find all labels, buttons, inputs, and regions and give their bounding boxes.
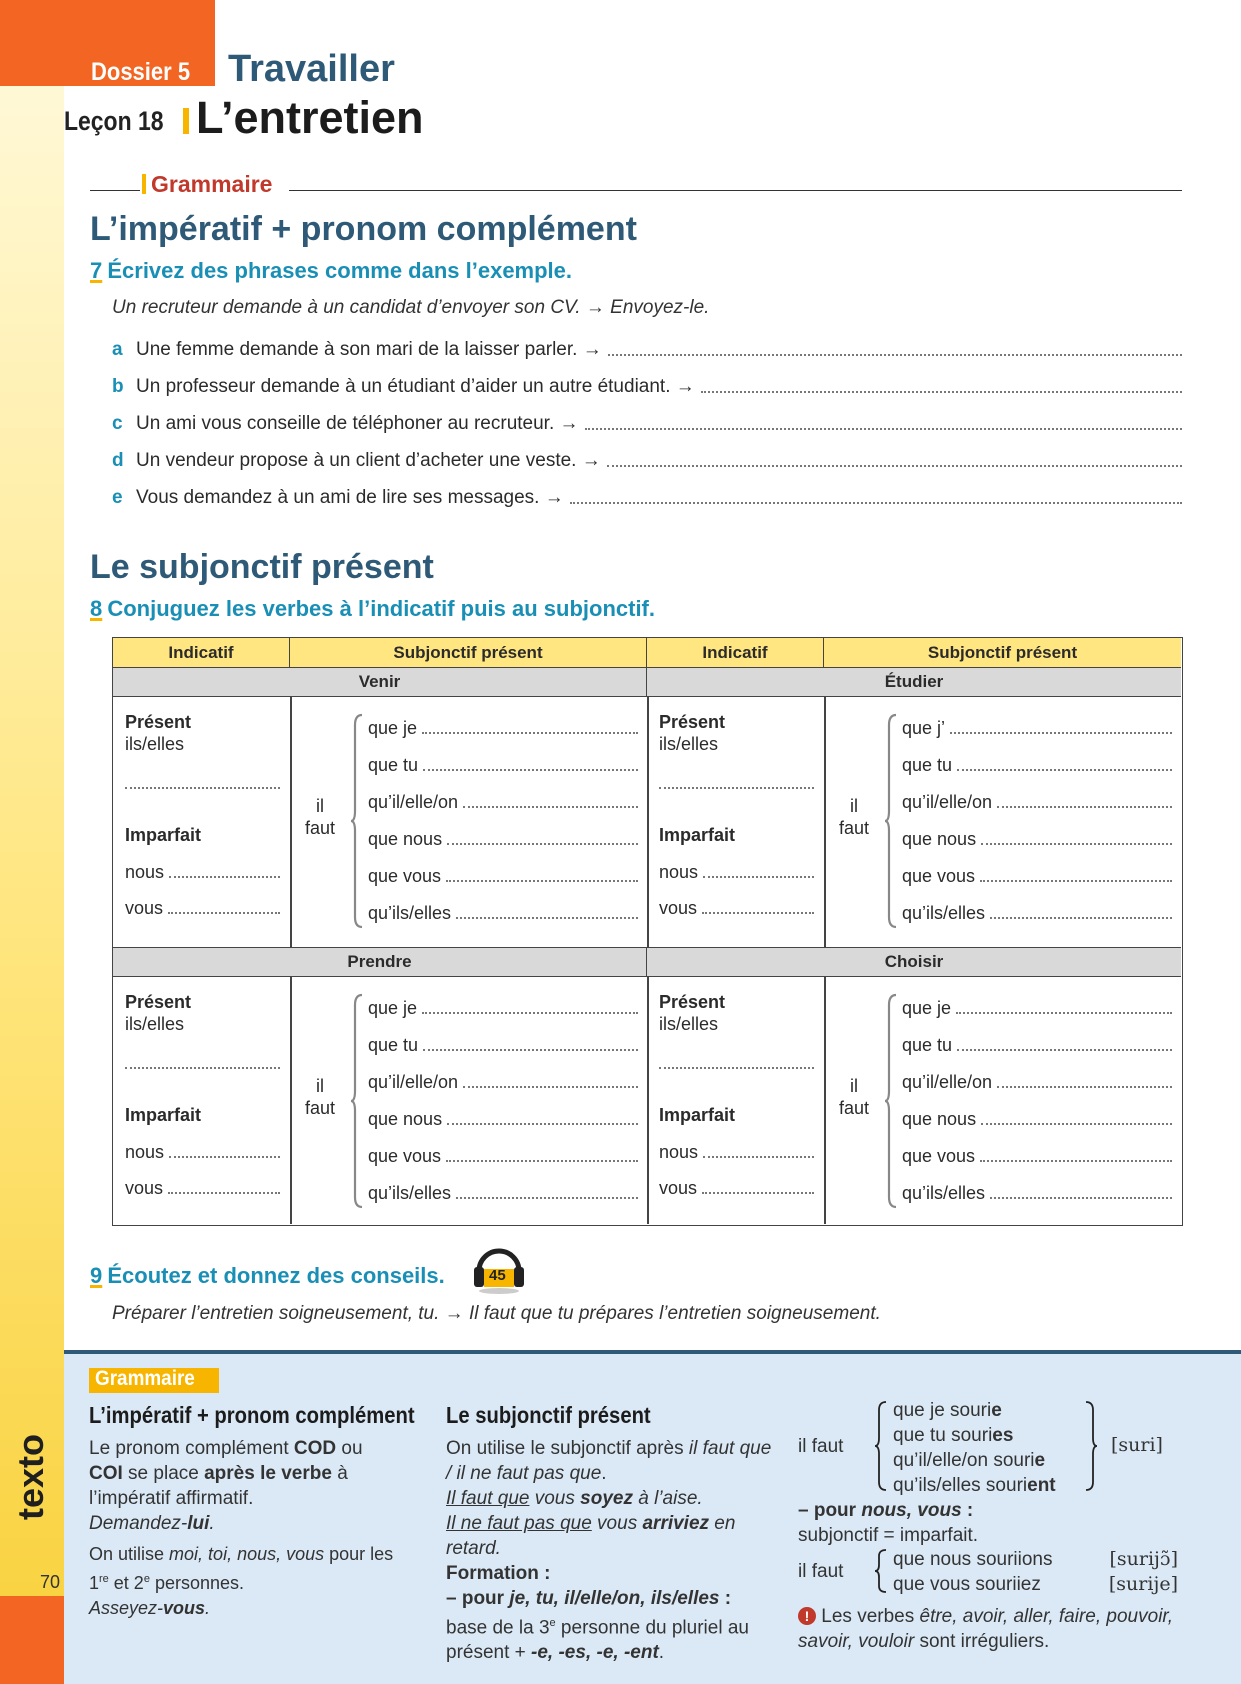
item-letter: c <box>112 413 123 434</box>
side-gradient-strip <box>0 86 64 1596</box>
box-col3-phon1: [suri] <box>1111 1434 1163 1456</box>
warning-icon: ! <box>798 1607 816 1625</box>
brace-left-2 <box>874 1548 888 1594</box>
subjonctif-4 <box>902 1141 1172 1167</box>
exercise7-instruction: Écrivez des phrases comme dans l’exemple. <box>107 258 573 283</box>
indicatif-imparfait-label: Imparfait <box>659 1105 736 1125</box>
exercise7-item-a <box>112 331 1182 361</box>
box-col3-pour: – pour nous, vous : subjonctif = imparfait. <box>798 1500 979 1546</box>
answer-blank[interactable] <box>446 1160 638 1162</box>
subjonctif-5 <box>368 898 638 924</box>
person-label: que je <box>902 998 952 1018</box>
sourire-form-2: qu’il/elle/on sourie <box>893 1450 1046 1471</box>
indicatif-present-label: Présent <box>125 712 192 732</box>
answer-blank[interactable] <box>422 1012 638 1014</box>
exercise9-header <box>90 1263 445 1289</box>
sourire-plural-form-1: que vous souriiez [surije] <box>893 1573 1178 1595</box>
subjonctif-1 <box>368 750 638 776</box>
indicatif-imparfait-nous <box>125 1137 280 1163</box>
subjonctif-2 <box>368 787 638 813</box>
answer-blank[interactable] <box>423 1049 638 1051</box>
section1-title: L’impératif + pronom complément <box>90 210 637 248</box>
box-col2-text: On utilise le subjonctif après il faut que / il ne faut pas que. Il faut que vous soyez à l’aise. Il ne faut pas que vous arriviez en retard. Formation : – pour je, tu, il/elle/on, ils/elles : base de la 3e personne du pluriel au présent + -e, -es, -e, -ent. <box>446 1438 772 1664</box>
person-label: que vous <box>368 1146 442 1166</box>
subjonctif-3 <box>902 824 1172 850</box>
person-label: qu’ils/elles <box>902 1183 986 1203</box>
answer-blank[interactable] <box>423 769 638 771</box>
indicatif-imparfait-label: Imparfait <box>659 825 736 845</box>
answer-blank[interactable] <box>980 880 1172 882</box>
subjonctif-5 <box>902 1178 1172 1204</box>
subjonctif-0 <box>902 993 1172 1019</box>
section-label: Grammaire <box>151 171 273 197</box>
answer-blank[interactable] <box>570 502 1182 504</box>
person-label: qu’ils/elles <box>368 1183 452 1203</box>
dossier-label: Dossier 5 <box>91 58 191 86</box>
il-word: il <box>316 796 324 816</box>
page-title: L’entretien <box>196 92 424 143</box>
person-label: nous <box>659 1142 699 1162</box>
il-faut-label <box>290 1075 350 1119</box>
section-rule-marker <box>142 174 146 194</box>
brace-icon <box>350 993 364 1209</box>
item-text: Un ami vous conseille de téléphoner au recruteur. → <box>136 413 579 434</box>
person-label: nous <box>659 862 699 882</box>
answer-blank[interactable] <box>456 917 638 919</box>
item-letter: e <box>112 487 123 508</box>
person-label: vous <box>125 1178 164 1198</box>
indicatif-present-person: ils/elles <box>125 734 185 754</box>
box-col3-rows2 <box>893 1547 1178 1597</box>
exercise7-item-b <box>112 368 1182 398</box>
box-col1-title: L’impératif + pronom complément <box>89 1402 415 1428</box>
grammar-box-border <box>64 1350 1241 1354</box>
exercise7-item-e <box>112 479 1182 509</box>
exercise8-number: 8 <box>90 596 103 621</box>
subjonctif-5 <box>902 898 1172 924</box>
subjonctif-4 <box>368 861 638 887</box>
indicatif-imparfait-vous <box>659 1173 814 1199</box>
subjonctif-0 <box>368 713 638 739</box>
answer-blank[interactable] <box>456 1197 638 1199</box>
indicatif-imparfait-label: Imparfait <box>125 825 202 845</box>
subjonctif-2 <box>902 1067 1172 1093</box>
exercise7-example: Un recruteur demande à un candidat d’envoyer son CV. → Envoyez-le. <box>112 297 710 318</box>
il-word: il <box>316 1076 324 1096</box>
exercise7-item-d <box>112 442 1182 472</box>
answer-blank[interactable] <box>981 1123 1172 1125</box>
verb-row-étudier: Étudier <box>647 668 1181 697</box>
faut-word: faut <box>838 1098 870 1118</box>
answer-blank[interactable] <box>981 843 1172 845</box>
indicatif-imparfait-label: Imparfait <box>125 1105 202 1125</box>
indicatif-present-person: ils/elles <box>659 1014 719 1034</box>
box-col3-warning: ! Les verbes être, avoir, aller, faire, pouvoir, savoir, vouloir sont irréguliers. <box>798 1606 1173 1652</box>
person-label: que je <box>368 718 418 738</box>
answer-blank[interactable] <box>447 1123 638 1125</box>
verb-row-prendre: Prendre <box>113 948 647 977</box>
audio-track-number: 45 <box>489 1267 506 1284</box>
exercise9-number: 9 <box>90 1263 103 1288</box>
il-word: il <box>850 1076 858 1096</box>
person-label: que j’ <box>902 718 946 738</box>
person-label: que nous <box>368 1109 443 1129</box>
texto-logo: texto <box>10 1433 51 1520</box>
table-column-divider <box>647 697 649 947</box>
indicatif-imparfait-nous <box>125 857 280 883</box>
person-label: que nous <box>368 829 443 849</box>
sourire-plural-form-0: que nous souriions [surijɔ̃] <box>893 1548 1178 1570</box>
answer-blank[interactable] <box>702 1192 814 1194</box>
box-col1-text2: On utilise moi, toi, nous, vous pour les 1re et 2e personnes. Asseyez-vous. <box>89 1544 394 1618</box>
indicatif-present-person: ils/elles <box>659 734 719 754</box>
box-col3-ilfaut2: il faut <box>798 1561 844 1582</box>
answer-blank[interactable] <box>956 1012 1172 1014</box>
person-label: qu’il/elle/on <box>902 1072 993 1092</box>
exercise9-instruction: Écoutez et donnez des conseils. <box>107 1263 445 1288</box>
indicatif-present-blank[interactable] <box>125 787 280 789</box>
person-label: que tu <box>368 1035 419 1055</box>
subjonctif-0 <box>902 713 1172 739</box>
indicatif-present-blank[interactable] <box>125 1067 280 1069</box>
table-header-3: Subjonctif présent <box>824 638 1181 668</box>
exercise7-header <box>90 258 572 284</box>
subjonctif-1 <box>902 1030 1172 1056</box>
person-label: que tu <box>368 755 419 775</box>
person-label: que tu <box>902 755 953 775</box>
brace-icon <box>884 993 898 1209</box>
answer-blank[interactable] <box>169 1156 280 1158</box>
indicatif-imparfait-vous <box>125 1173 280 1199</box>
indicatif-present-label: Présent <box>659 712 726 732</box>
subjonctif-4 <box>902 861 1172 887</box>
table-column-divider <box>647 977 649 1224</box>
indicatif-present-blank[interactable] <box>659 1067 814 1069</box>
subjonctif-4 <box>368 1141 638 1167</box>
answer-blank[interactable] <box>168 1192 280 1194</box>
side-bottom-decoration <box>0 1596 64 1684</box>
faut-word: faut <box>838 818 870 838</box>
answer-blank[interactable] <box>957 769 1172 771</box>
dossier-title: Travailler <box>228 48 395 90</box>
table-header-0: Indicatif <box>113 638 290 668</box>
person-label: vous <box>125 898 164 918</box>
answer-blank[interactable] <box>168 912 280 914</box>
box-col1-text1: Le pronom complément COD ou COI se place après le verbe à l’impératif affirmatif. Demandez-lui. <box>89 1438 363 1534</box>
person-label: qu’il/elle/on <box>368 792 459 812</box>
subjonctif-2 <box>902 787 1172 813</box>
answer-blank[interactable] <box>422 732 638 734</box>
box-col2-title: Le subjonctif présent <box>446 1402 651 1428</box>
person-label: nous <box>125 862 165 882</box>
answer-blank[interactable] <box>997 1086 1172 1088</box>
person-label: que vous <box>902 866 976 886</box>
answer-blank[interactable] <box>607 465 1182 467</box>
sourire-form-3: qu’ils/elles sourient <box>893 1475 1056 1496</box>
table-header-1: Subjonctif présent <box>290 638 647 668</box>
person-label: que je <box>368 998 418 1018</box>
answer-blank[interactable] <box>585 428 1182 430</box>
subjonctif-3 <box>902 1104 1172 1130</box>
subjonctif-3 <box>368 824 638 850</box>
il-word: il <box>850 796 858 816</box>
page-number: 70 <box>40 1572 61 1592</box>
box-col3-rows <box>893 1398 1056 1498</box>
item-text: Une femme demande à son mari de la laisser parler. → <box>136 339 602 360</box>
item-letter: d <box>112 450 124 471</box>
indicatif-imparfait-vous <box>125 893 280 919</box>
person-label: qu’ils/elles <box>368 903 452 923</box>
subjonctif-5 <box>368 1178 638 1204</box>
indicatif-present-blank[interactable] <box>659 787 814 789</box>
person-label: vous <box>659 898 698 918</box>
lecon-separator <box>183 108 189 134</box>
faut-word: faut <box>304 1098 336 1118</box>
answer-blank[interactable] <box>701 391 1182 393</box>
indicatif-present-label: Présent <box>659 992 726 1012</box>
il-faut-label <box>824 795 884 839</box>
person-label: que nous <box>902 829 977 849</box>
person-label: qu’il/elle/on <box>368 1072 459 1092</box>
answer-blank[interactable] <box>957 1049 1172 1051</box>
person-label: que vous <box>902 1146 976 1166</box>
answer-blank[interactable] <box>990 917 1172 919</box>
subjonctif-2 <box>368 1067 638 1093</box>
il-faut-label <box>290 795 350 839</box>
conjugation-table <box>112 637 1183 1226</box>
person-label: qu’il/elle/on <box>902 792 993 812</box>
indicatif-imparfait-nous <box>659 857 814 883</box>
exercise9-example: Préparer l’entretien soigneusement, tu. → Il faut que tu prépares l’entretien soigneusement. <box>112 1303 881 1324</box>
answer-blank[interactable] <box>447 843 638 845</box>
exercise8-header <box>90 596 655 622</box>
answer-blank[interactable] <box>446 880 638 882</box>
item-letter: a <box>112 339 123 360</box>
answer-blank[interactable] <box>980 1160 1172 1162</box>
sourire-form-1: que tu souries <box>893 1425 1014 1446</box>
person-label: vous <box>659 1178 698 1198</box>
brace-icon <box>884 713 898 929</box>
brace-icon <box>350 713 364 929</box>
answer-blank[interactable] <box>169 876 280 878</box>
item-text: Un vendeur propose à un client d’acheter une veste. → <box>136 450 601 471</box>
subjonctif-3 <box>368 1104 638 1130</box>
brace-right-1 <box>1084 1400 1098 1492</box>
section-rule-left <box>90 190 140 191</box>
il-faut-label <box>824 1075 884 1119</box>
answer-blank[interactable] <box>702 912 814 914</box>
brace-left-1 <box>874 1400 888 1492</box>
faut-word: faut <box>304 818 336 838</box>
item-text: Un professeur demande à un étudiant d’aider un autre étudiant. → <box>136 376 695 397</box>
person-label: qu’ils/elles <box>902 903 986 923</box>
section2-title: Le subjonctif présent <box>90 548 434 586</box>
answer-blank[interactable] <box>608 354 1182 356</box>
exercise7-item-c <box>112 405 1182 435</box>
exercise7-number: 7 <box>90 258 103 283</box>
subjonctif-0 <box>368 993 638 1019</box>
answer-blank[interactable] <box>703 876 814 878</box>
person-label: nous <box>125 1142 165 1162</box>
answer-blank[interactable] <box>463 806 638 808</box>
indicatif-present-person: ils/elles <box>125 1014 185 1034</box>
verb-row-choisir: Choisir <box>647 948 1181 977</box>
person-label: que tu <box>902 1035 953 1055</box>
box-col3-ilfaut1: il faut <box>798 1436 844 1457</box>
grammar-box-label: Grammaire <box>89 1368 219 1393</box>
exercise8-instruction: Conjuguez les verbes à l’indicatif puis au subjonctif. <box>107 596 655 621</box>
headphones-icon[interactable] <box>470 1237 528 1295</box>
person-label: que nous <box>902 1109 977 1129</box>
indicatif-imparfait-vous <box>659 893 814 919</box>
verb-row-venir: Venir <box>113 668 647 697</box>
answer-blank[interactable] <box>703 1156 814 1158</box>
answer-blank[interactable] <box>463 1086 638 1088</box>
table-header-2: Indicatif <box>647 638 824 668</box>
answer-blank[interactable] <box>997 806 1172 808</box>
lecon-label: Leçon 18 <box>64 106 164 136</box>
person-label: que vous <box>368 866 442 886</box>
item-letter: b <box>112 376 124 397</box>
subjonctif-1 <box>368 1030 638 1056</box>
indicatif-present-label: Présent <box>125 992 192 1012</box>
sourire-form-0: que je sourie <box>893 1400 1002 1421</box>
item-text: Vous demandez à un ami de lire ses messages. → <box>136 487 564 508</box>
answer-blank[interactable] <box>990 1197 1172 1199</box>
subjonctif-1 <box>902 750 1172 776</box>
indicatif-imparfait-nous <box>659 1137 814 1163</box>
section-rule-right <box>289 190 1182 191</box>
answer-blank[interactable] <box>950 732 1172 734</box>
